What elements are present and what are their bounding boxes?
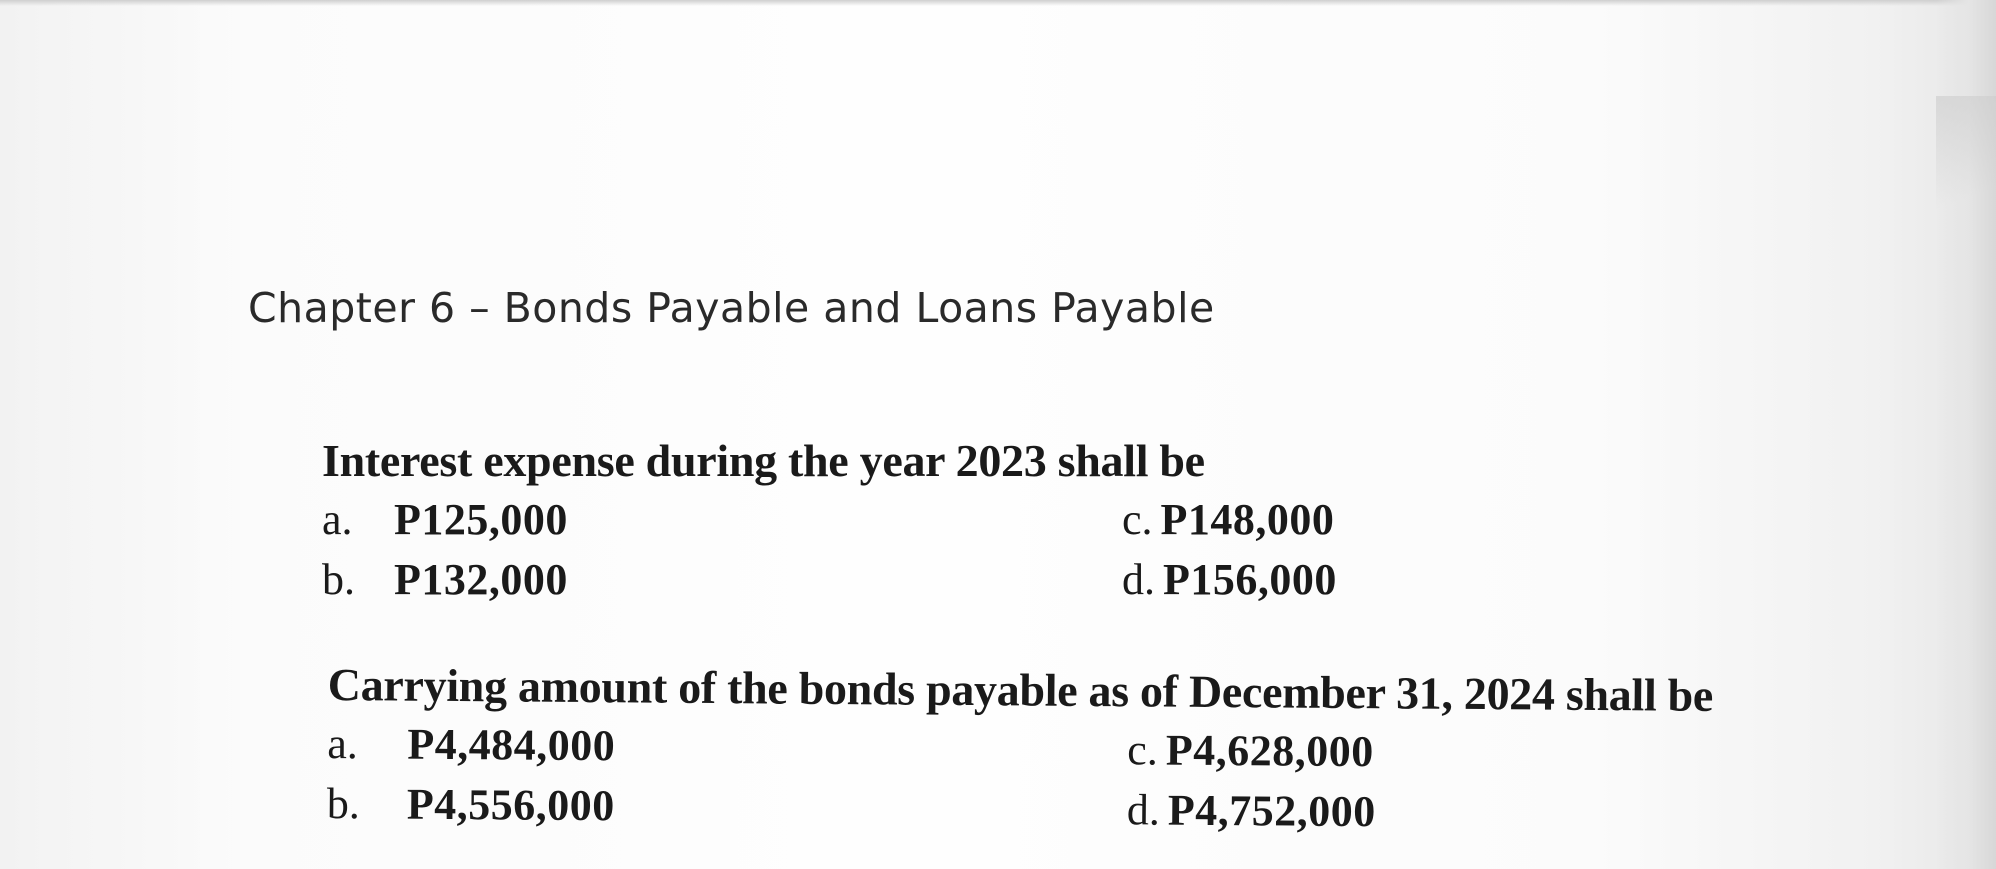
choice-value: P4,628,000 [1165,725,1374,777]
choice-value: P148,000 [1160,495,1335,544]
choice-value: P4,556,000 [406,779,615,831]
choice-letter: d. [1126,785,1161,835]
choice-value: P132,000 [394,555,568,604]
choice-c [1127,720,1374,782]
choice-letter: d. [1122,555,1155,604]
question-prompt: Carrying amount of the bonds payable as of December 31, 2024 shall be [327,658,1714,721]
choice-value: P125,000 [394,495,568,544]
choice-letter: c. [1122,495,1153,544]
choice-d [1127,780,1376,842]
choice-value: P4,484,000 [407,719,616,771]
choice-value: P4,752,000 [1167,785,1376,837]
choice-letter: c. [1127,725,1159,775]
choice-b [322,550,568,610]
question-interest-expense [322,432,1442,614]
choice-letter: b. [322,555,355,604]
answer-choices [327,714,1848,850]
choice-b [327,774,615,836]
choice-letter: b. [326,778,361,829]
answer-choices [322,490,1442,614]
choice-a [322,490,568,550]
choice-value: P156,000 [1163,555,1337,604]
page-corner-shadow [1936,96,1996,236]
choice-letter: a. [322,495,353,544]
choice-letter: a. [327,718,359,769]
choice-d [1122,550,1337,610]
page-top-edge [0,0,1996,6]
question-prompt: Interest expense during the year 2023 shall be [322,435,1205,486]
choice-a [327,714,615,776]
question-carrying-amount [327,656,1848,850]
choice-c [1122,490,1334,550]
chapter-heading: Chapter 6 – Bonds Payable and Loans Payable [248,284,1215,332]
